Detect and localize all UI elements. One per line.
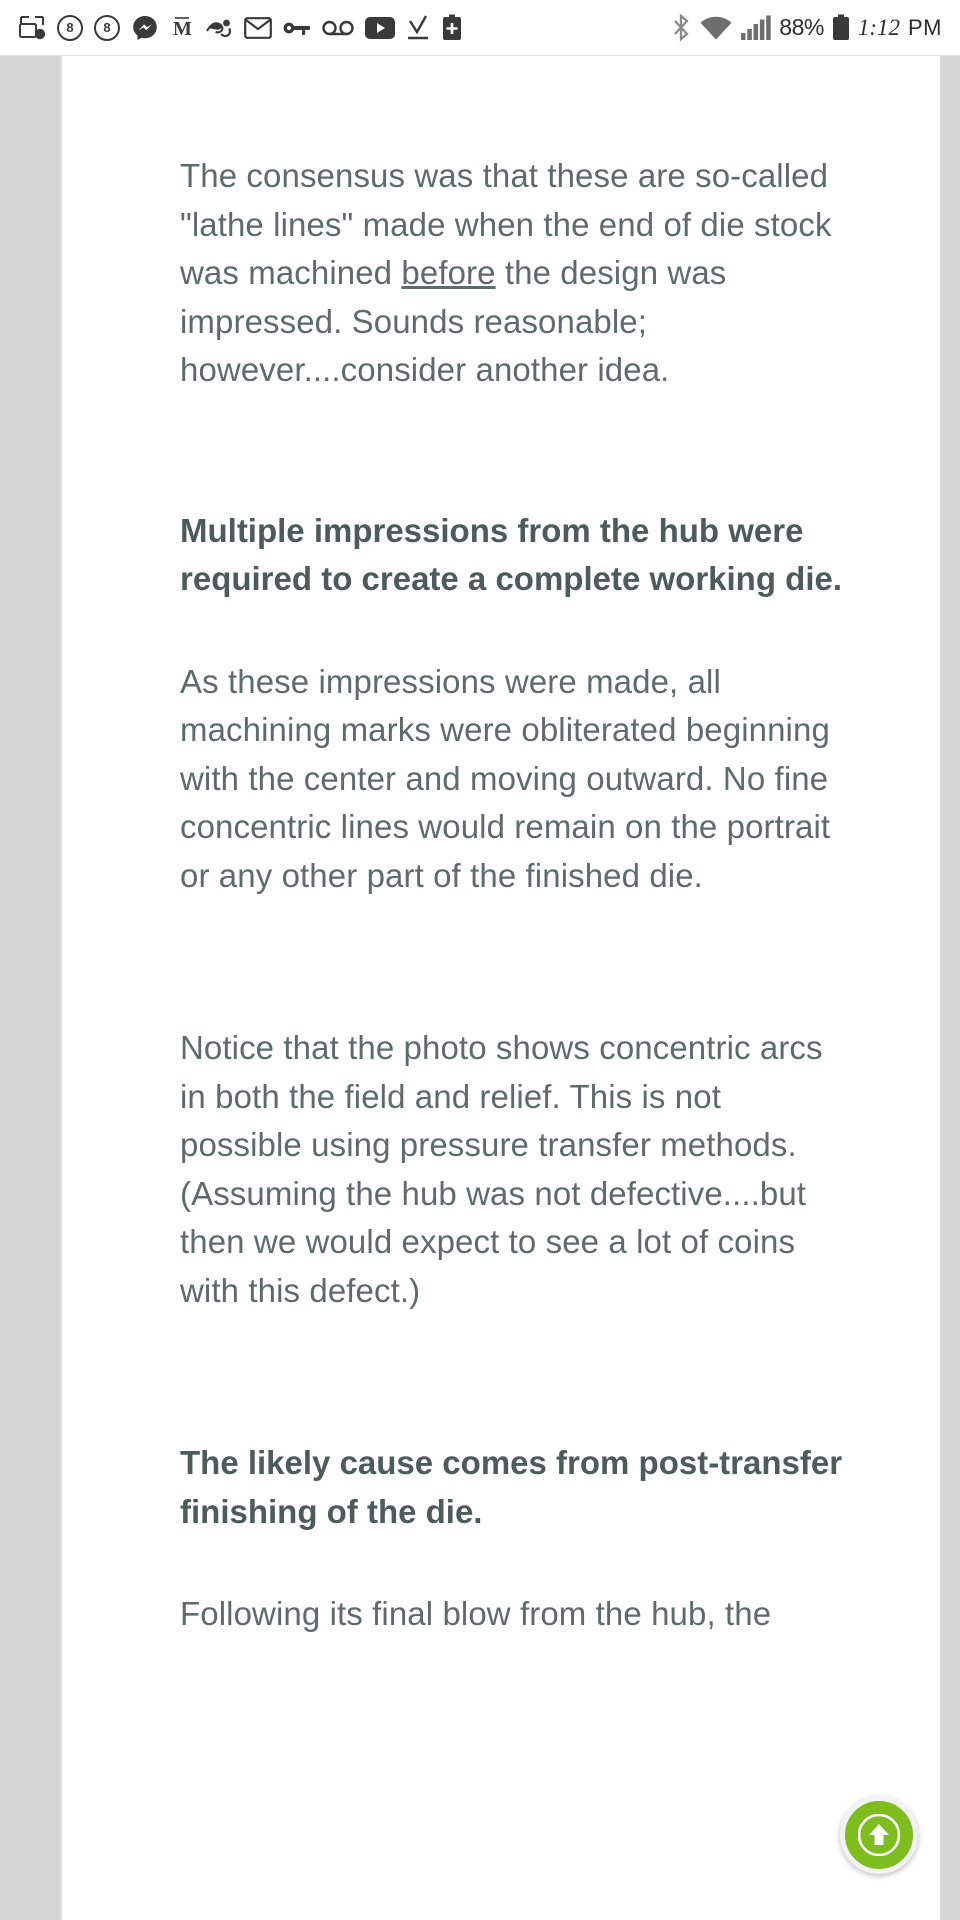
article-content [60, 56, 940, 1639]
svg-text:!: ! [38, 29, 42, 39]
spacer-3 [180, 900, 852, 1024]
spacer-1 [180, 395, 852, 507]
scroll-to-top-button[interactable] [840, 1796, 918, 1874]
mail-envelope-icon[interactable] [244, 17, 272, 39]
text-emphasis-before: before [401, 254, 496, 291]
battery-percent-label: 88% [779, 14, 824, 40]
svg-text:M: M [173, 17, 191, 40]
messenger-icon[interactable] [131, 14, 159, 42]
text-part-1: The consensus was that these are so-called "lathe lines" made when the end of die stock was machined [180, 157, 832, 291]
badge-8-icon-2[interactable] [94, 15, 120, 41]
badge-8-icon-1[interactable] [57, 15, 83, 41]
article-page[interactable] [60, 56, 940, 1920]
arrow-up-circle-icon [858, 1814, 900, 1856]
key-icon[interactable] [283, 19, 311, 37]
paragraph-concentric-arcs: Notice that the photo shows concentric arcs in both the field and relief. This is not possible using pressure transfer methods. (Assuming the hub was not defective....but then we would expect to see a lot of coins with this defect.) [180, 1029, 823, 1309]
text-part-2: the design was impressed. Sounds reasonable; however....consider another idea. [180, 254, 727, 388]
spacer-5 [180, 1536, 852, 1590]
status-bar-system[interactable] [671, 13, 942, 43]
badge-label: 8 [103, 20, 111, 35]
heading-likely-cause: The likely cause comes from post-transfer finishing of the die. [180, 1444, 843, 1530]
badge-label: 8 [66, 20, 74, 35]
clock-label: 1:12 [857, 14, 900, 40]
status-bar-notifications[interactable] [18, 14, 671, 42]
cellular-signal-icon[interactable] [741, 15, 771, 41]
spacer-4 [180, 1315, 852, 1439]
battery-plus-icon[interactable] [441, 14, 463, 42]
screenshot-notification-icon[interactable] [18, 14, 46, 42]
feedly-icon[interactable] [205, 15, 233, 41]
spacer-2 [180, 604, 852, 658]
browser-viewport[interactable] [0, 56, 960, 1920]
paragraph-impressions: As these impressions were made, all machining marks were obliterated beginning with the center and moving outward. No fine concentric lines would remain on the portrait or any other part of the finished die. [180, 662, 831, 894]
youtube-icon[interactable] [365, 17, 395, 39]
voicemail-icon[interactable] [322, 19, 354, 37]
meridiem-label: PM [908, 14, 942, 40]
heading-multiple-impressions: Multiple impressions from the hub were required to create a complete working die. [180, 511, 843, 597]
wifi-icon[interactable] [699, 15, 733, 41]
download-complete-icon[interactable] [406, 15, 430, 41]
battery-icon[interactable] [832, 14, 850, 42]
bluetooth-icon[interactable] [671, 13, 691, 43]
status-bar[interactable] [0, 0, 960, 56]
paragraph-following-final-blow: Following its final blow from the hub, the [180, 1595, 772, 1632]
paragraph-consensus [180, 152, 852, 395]
gmail-m-icon[interactable] [170, 15, 194, 41]
